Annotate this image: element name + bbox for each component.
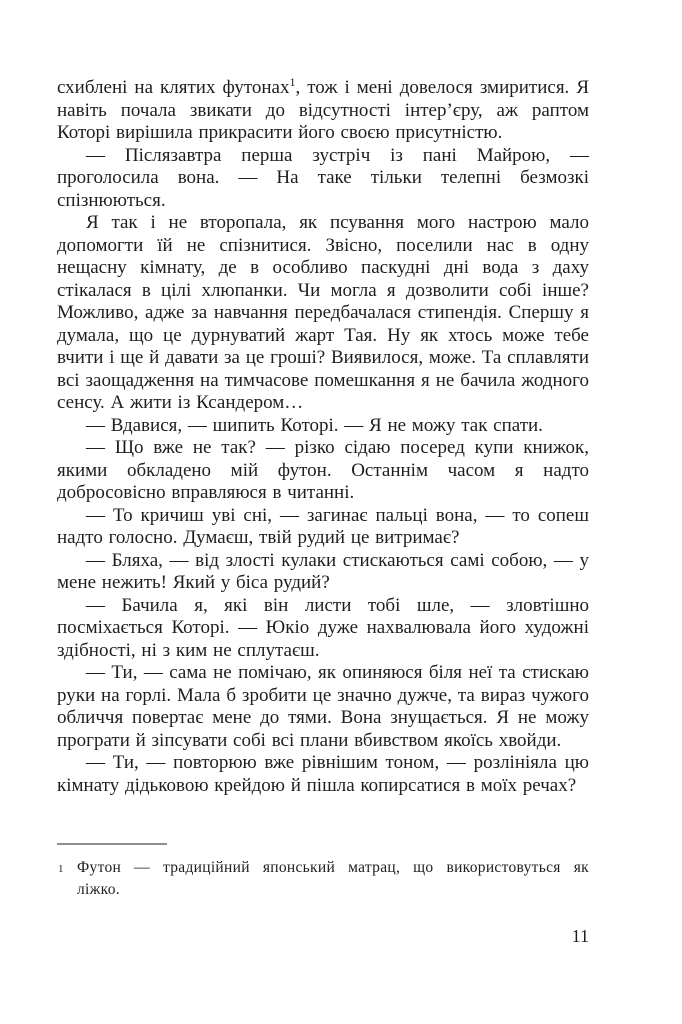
footnote-text: Футон — традиційний японський матрац, що використовуться як ліжко.: [77, 859, 589, 898]
paragraph-text: схиблені на клятих футонах: [57, 77, 290, 98]
footnote-separator-rule: [57, 843, 167, 845]
paragraph: — Вдавися, — шипить Которі. — Я не можу так спати.: [86, 414, 543, 436]
footnote-marker: 1: [58, 863, 64, 875]
page-number: 11: [571, 926, 589, 946]
page-text-block: [57, 77, 589, 797]
footnote-reference: 1: [289, 75, 296, 89]
paragraph: — Бачила я, які він листи тобі шле, — зловтішно посміхається Которі. — Юкіо дуже нахвалювала його художні здібності, ні з ким не сплутаєш.: [57, 594, 589, 661]
paragraph: — Ти, — повторюю вже рівнішим тоном, — розлініяла цю кімнату дідьковою крейдою й пішла копирсатися в моїх речах?: [57, 752, 589, 796]
paragraph: [57, 77, 589, 145]
paragraphs-container: [57, 145, 589, 798]
footnote: [57, 857, 589, 901]
paragraph: — Бляха, — від злості кулаки стискаються самі собою, — у мене нежить! Який у біса рудий?: [57, 549, 589, 593]
paragraph: — Післязавтра перша зустріч із пані Майрою, — проголосила вона. — На таке тільки телепні безмозкі спізнюються.: [57, 144, 589, 211]
paragraph: — Ти, — сама не помічаю, як опиняюся біля неї та стискаю руки на горлі. Мала б зробити це значно дужче, та вираз чужого обличчя повертає мене до тями. Вона знущається. Я не можу програти й зіпсувати собі всі плани вбивством якоїсь хвойди.: [57, 662, 589, 751]
paragraph: — То кричиш уві сні, — загинає пальці вона, — то сопеш надто голосно. Думаєш, твій рудий це витримає?: [57, 504, 589, 548]
footnote-area: [57, 843, 589, 901]
paragraph-text: , тож і мені довелося змиритися. Я навіть почала звикати до відсутності інтер’єру, аж раптом Которі вирішила прикрасити його своєю присутністю.: [57, 77, 589, 143]
paragraph: — Що вже не так? — різко сідаю посеред купи книжок, якими обкладено мій футон. Останнім часом я надто добросовісно вправляюся в читанні.: [57, 437, 589, 503]
paragraph: Я так і не второпала, як псування мого настрою мало допомогти їй не спізнитися. Звісно, поселили нас в одну нещасну кімнату, де в особливо паскудні дні вода з даху стікалася в цілі хлюпанки. Чи могла я дозволити собі інше? Можливо, адже за навчання передбачалася стипендія. Спершу я думала, що це дурнуватий жарт Тая. Ну як хтось може тебе вчити і ще й давати за це гроші? Виявилося, може. Та сплавляти всі заощадження на тимчасове помешкання я не бачила жодного сенсу. А жити із Ксандером…: [57, 212, 589, 413]
